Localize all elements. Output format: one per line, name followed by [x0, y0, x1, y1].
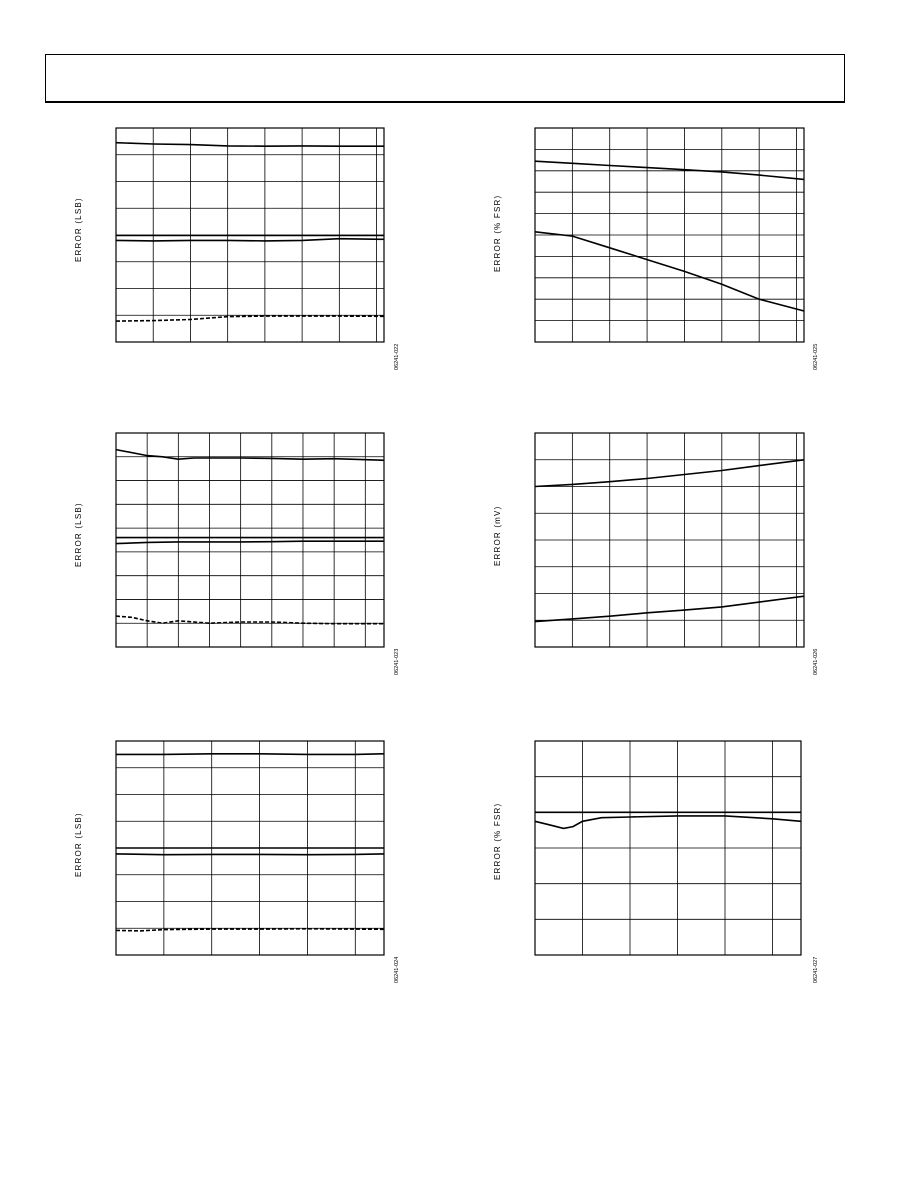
series-line-3	[116, 541, 384, 543]
page-header-box	[45, 54, 845, 103]
series-line-3	[116, 854, 384, 855]
chart-top-left-figure-id: 06241-022	[394, 343, 400, 370]
series-line-2	[535, 816, 801, 829]
chart-top-left	[115, 127, 385, 343]
chart-middle-right-y-axis-label: ERROR (mV)	[493, 505, 502, 566]
chart-middle-left	[115, 432, 385, 648]
chart-top-right	[534, 127, 805, 343]
series-line-4	[116, 929, 384, 931]
chart-top-left-y-axis-label: ERROR (LSB)	[74, 197, 83, 262]
chart-bottom-left-figure-id: 06241-024	[394, 956, 400, 983]
series-line-1	[116, 143, 384, 147]
plot-frame	[116, 433, 384, 647]
chart-middle-left-figure-id: 06241-023	[394, 648, 400, 675]
chart-bottom-right-figure-id: 06241-027	[813, 956, 819, 983]
chart-bottom-right	[534, 740, 802, 956]
series-line-1	[116, 450, 384, 461]
series-line-4	[116, 616, 384, 624]
chart-middle-right-figure-id: 06241-026	[813, 648, 819, 675]
series-line-1	[535, 460, 804, 487]
chart-top-right-y-axis-label: ERROR (% FSR)	[493, 194, 502, 272]
chart-top-right-figure-id: 06241-025	[813, 343, 819, 370]
series-line-2	[535, 596, 804, 621]
chart-bottom-right-y-axis-label: ERROR (% FSR)	[493, 802, 502, 880]
chart-middle-right	[534, 432, 805, 648]
chart-middle-left-y-axis-label: ERROR (LSB)	[74, 502, 83, 567]
chart-bottom-left	[115, 740, 385, 956]
chart-bottom-left-y-axis-label: ERROR (LSB)	[74, 812, 83, 877]
series-line-1	[535, 161, 804, 179]
series-line-3	[116, 239, 384, 241]
series-line-4	[116, 316, 384, 321]
series-line-1	[116, 754, 384, 755]
